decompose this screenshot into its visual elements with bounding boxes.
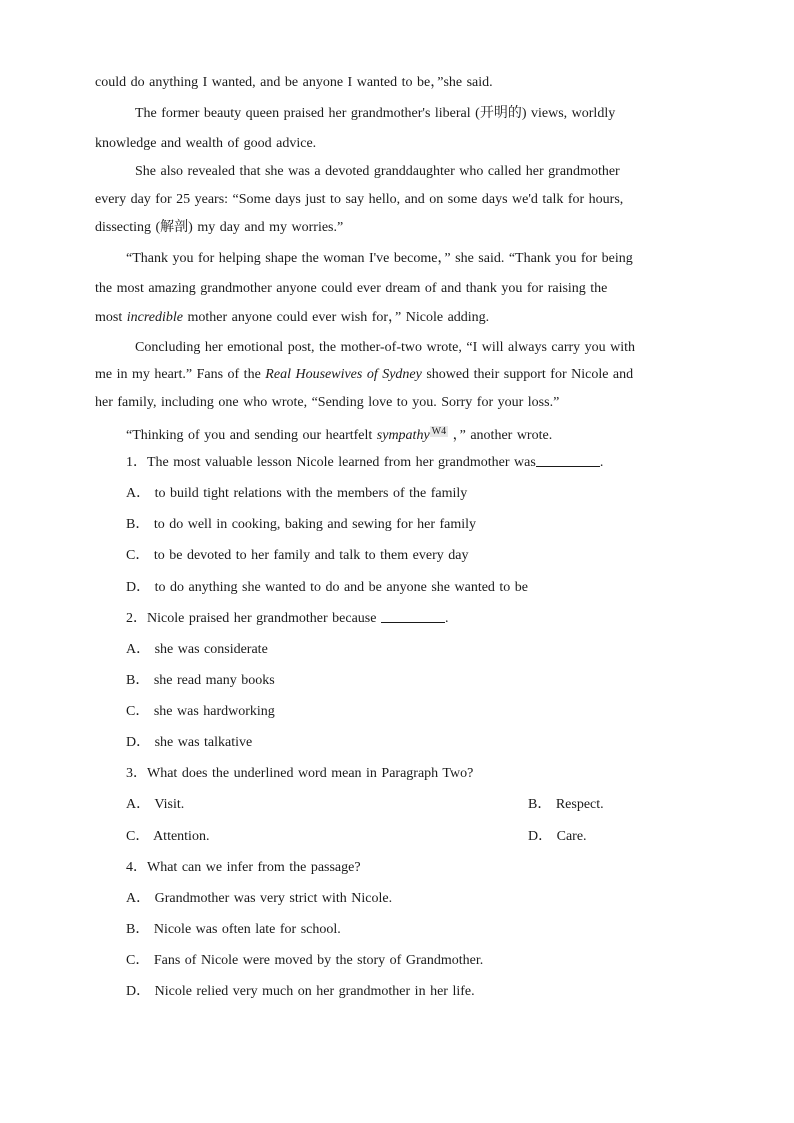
text-run: . <box>599 455 604 470</box>
answer-blank <box>381 609 445 623</box>
passage-line: “Thank you for helping shape the woman I've become，” she said. “Thank you for being <box>126 251 633 266</box>
passage-line: dissecting (解剖) my day and my worries.” <box>95 220 344 235</box>
answer-option: C． Attention. <box>126 829 210 844</box>
annotation-marker: W4 <box>431 426 447 437</box>
text-run: 1．The most valuable lesson Nicole learned from her grandmother was <box>126 455 536 470</box>
text-run: “Thinking of you and sending our heartfelt <box>126 428 377 443</box>
passage-line <box>95 308 705 328</box>
passage-line <box>126 422 705 446</box>
passage-line: She also revealed that she was a devoted granddaughter who called her grandmother <box>135 164 620 179</box>
answer-option: B． to do well in cooking, baking and sewing for her family <box>126 517 477 532</box>
answer-option: A． she was considerate <box>126 642 268 657</box>
passage-line: could do anything I wanted, and be anyone I wanted to be，”she said. <box>95 75 493 90</box>
passage-line: her family, including one who wrote, “Sending love to you. Sorry for your loss.” <box>95 395 560 410</box>
question-stem: 4．What can we infer from the passage? <box>126 860 361 875</box>
italic-word: incredible <box>126 310 183 325</box>
question-stem <box>126 609 705 629</box>
answer-option: C． to be devoted to her family and talk to them every day <box>126 548 469 563</box>
answer-option: A． Visit. <box>126 797 185 812</box>
answer-option: D． Nicole relied very much on her grandmother in her life. <box>126 984 475 999</box>
answer-option-row <box>126 827 705 847</box>
answer-option: C． she was hardworking <box>126 704 275 719</box>
text-run: mother anyone could ever wish for，” Nicole adding. <box>182 310 490 325</box>
answer-option: B． Nicole was often late for school. <box>126 922 341 937</box>
answer-option-row <box>126 795 705 815</box>
text-run: . <box>444 611 449 626</box>
answer-option: D． Care. <box>528 829 587 844</box>
text-run: me in my heart.” Fans of the <box>95 367 266 382</box>
passage-line: knowledge and wealth of good advice. <box>95 136 317 151</box>
passage-line: The former beauty queen praised her grandmother's liberal (开明的) views, worldly <box>135 106 616 121</box>
passage-line: Concluding her emotional post, the mother-of-two wrote, “I will always carry you with <box>135 340 636 355</box>
answer-blank <box>536 453 600 467</box>
passage-line <box>95 365 705 385</box>
underlined-word: sympathy <box>376 428 430 443</box>
text-run: ，” another wrote. <box>448 428 553 443</box>
answer-option: D． to do anything she wanted to do and be anyone she wanted to be <box>126 580 529 595</box>
italic-title: Real Housewives of Sydney <box>265 367 422 382</box>
text-run: most <box>95 310 127 325</box>
passage-line: the most amazing grandmother anyone could ever dream of and thank you for raising the <box>95 281 608 296</box>
answer-option: A． to build tight relations with the members of the family <box>126 486 468 501</box>
question-stem <box>126 453 705 473</box>
text-run: 2．Nicole praised her grandmother because <box>126 611 381 626</box>
answer-option: D． she was talkative <box>126 735 253 750</box>
answer-option: C． Fans of Nicole were moved by the story of Grandmother. <box>126 953 484 968</box>
answer-option: B． Respect. <box>528 797 604 812</box>
answer-option: A． Grandmother was very strict with Nicole. <box>126 891 393 906</box>
answer-option: B． she read many books <box>126 673 275 688</box>
text-run: showed their support for Nicole and <box>421 367 634 382</box>
question-stem: 3．What does the underlined word mean in Paragraph Two? <box>126 766 474 781</box>
passage-line: every day for 25 years: “Some days just to say hello, and on some days we'd talk for hours, <box>95 192 624 207</box>
